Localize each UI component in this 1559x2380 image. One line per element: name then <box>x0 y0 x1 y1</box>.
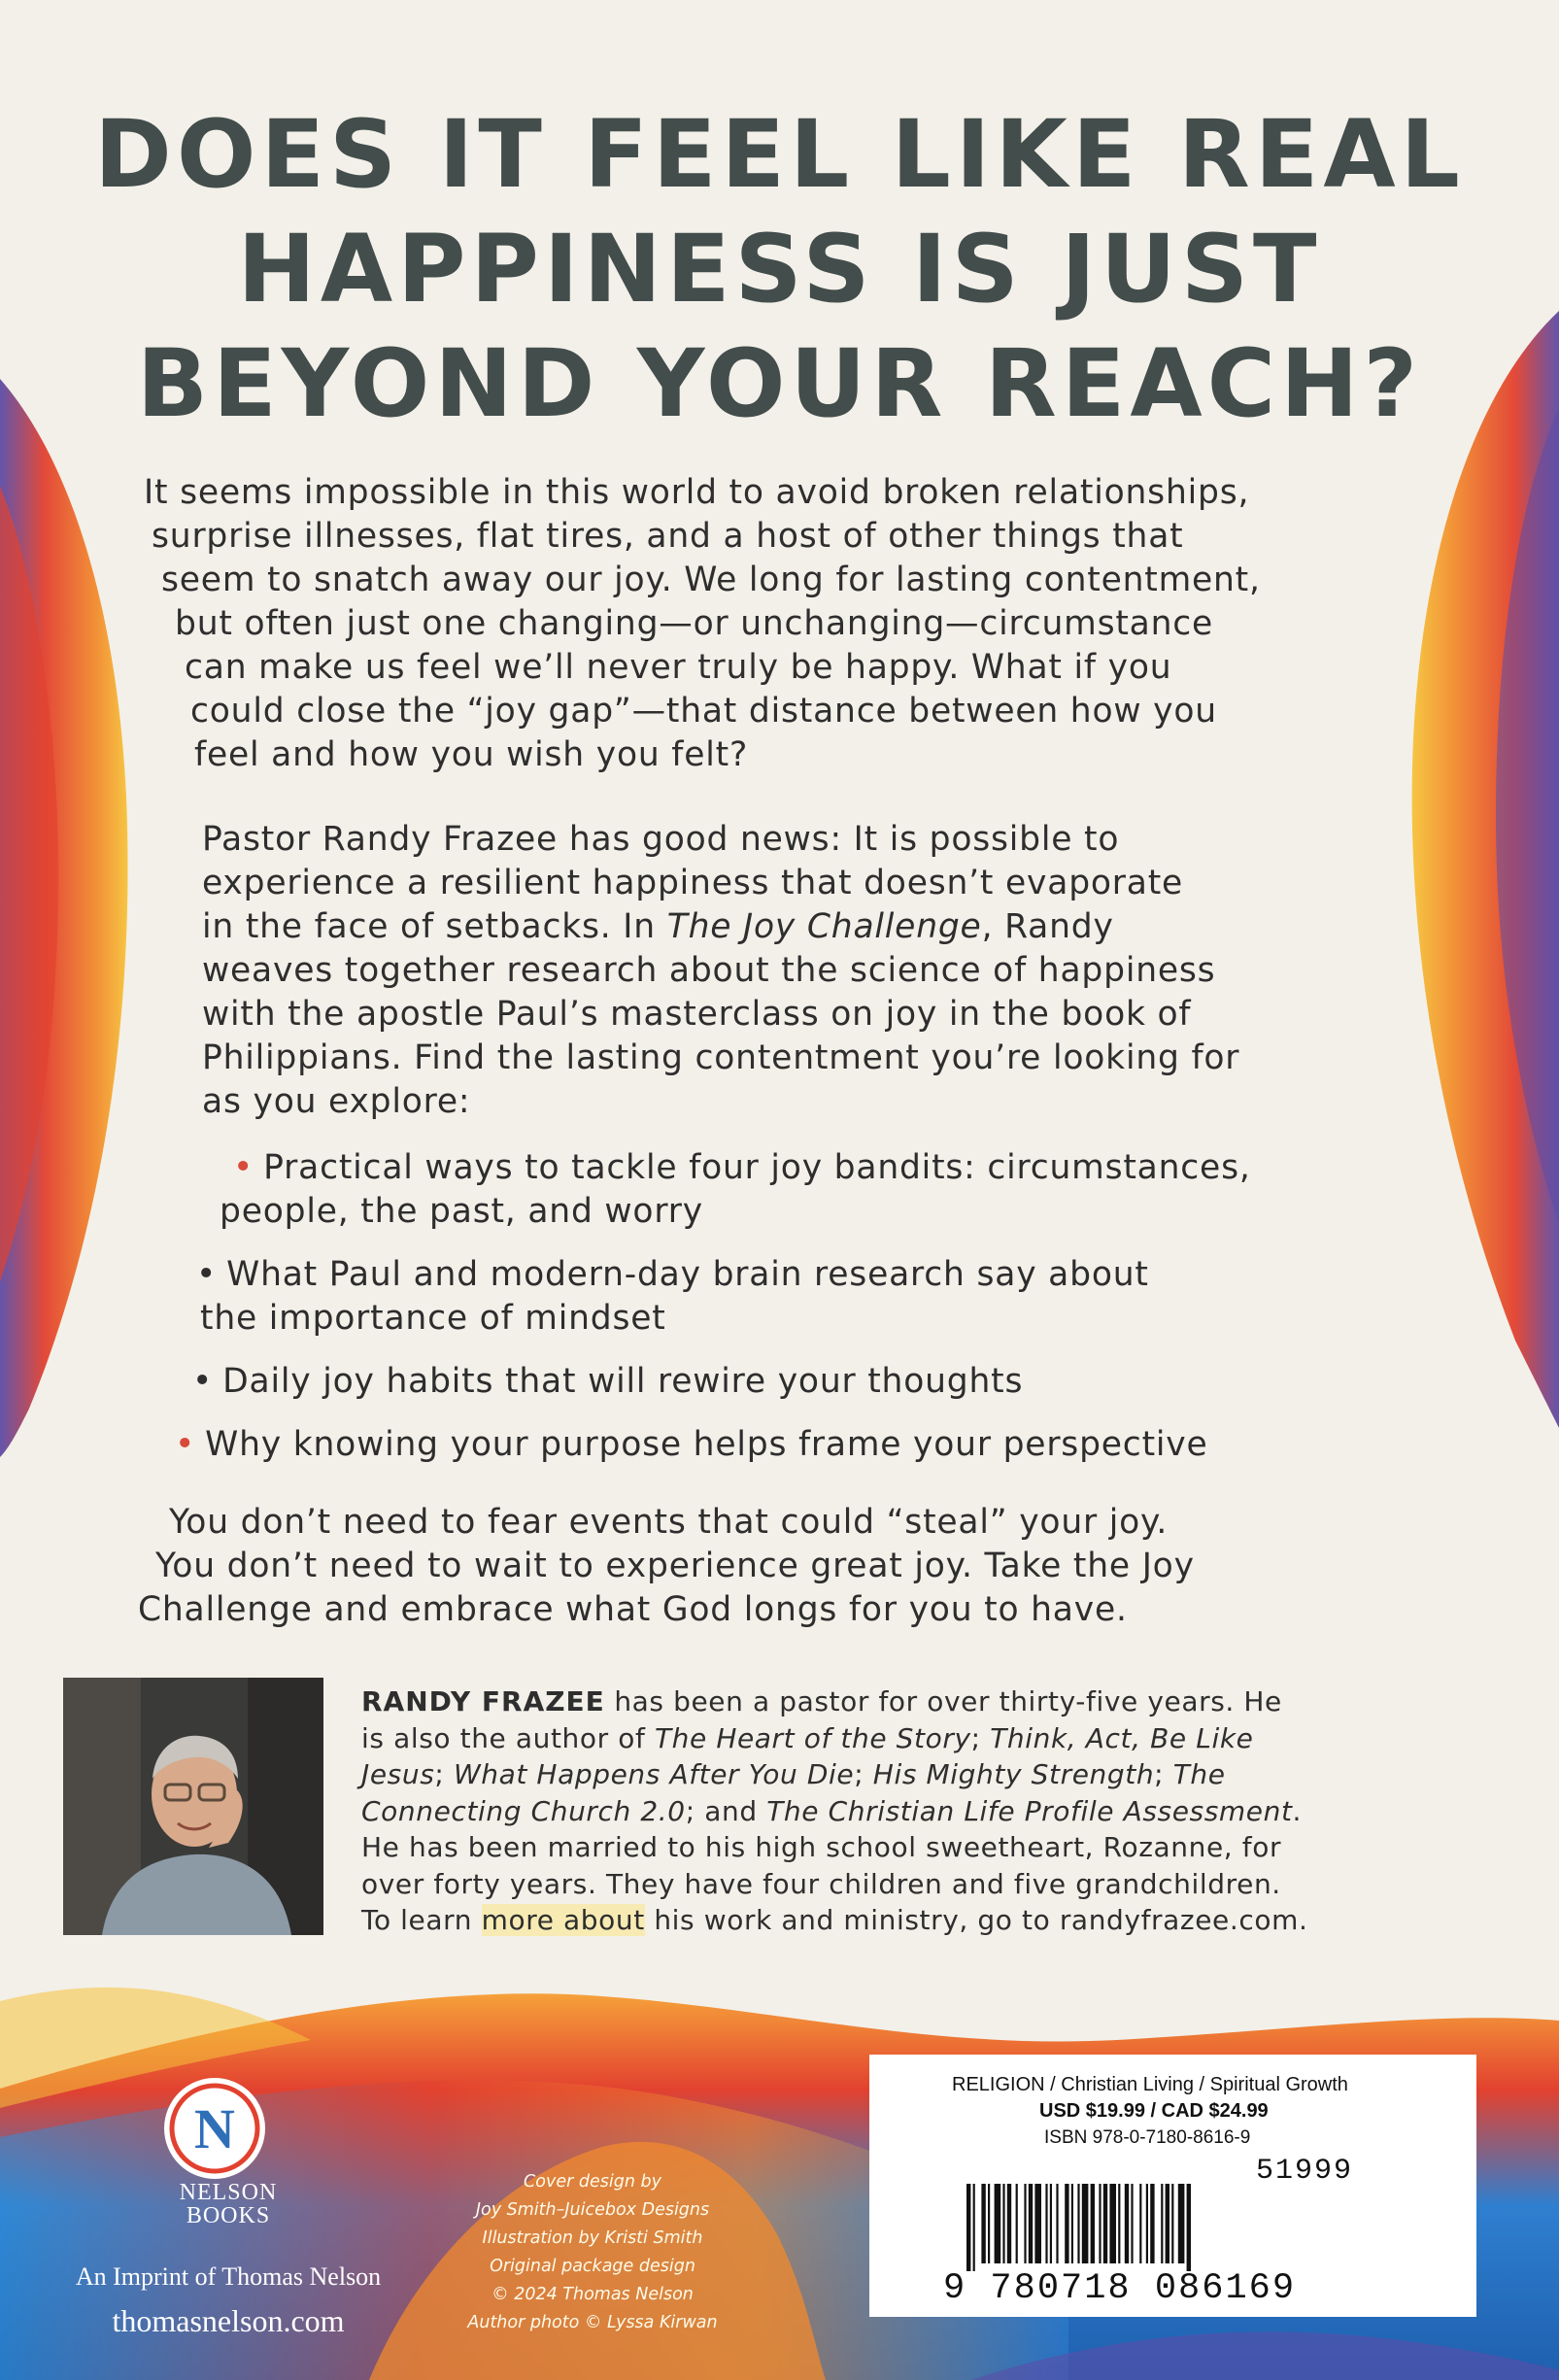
intro-line: surprise illnesses, flat tires, and a host of other things that <box>152 517 1184 556</box>
barcode-bar <box>1118 2184 1120 2263</box>
barcode-bar <box>1024 2184 1026 2263</box>
barcode-digits: 9 780718 086169 <box>943 2268 1297 2309</box>
barcode-bar <box>1150 2184 1154 2263</box>
barcode-bar <box>1099 2184 1101 2263</box>
intro-line: feel and how you wish you felt? <box>194 735 749 774</box>
barcode-bar <box>1103 2184 1107 2263</box>
credit-line: Author photo © Lyssa Kirwan <box>467 2313 718 2332</box>
barcode-bar <box>981 2184 985 2263</box>
intro-line: can make us feel we’ll never truly be happy. What if you <box>185 648 1172 687</box>
bullet-item: • Daily joy habits that will rewire your thoughts <box>192 1362 1024 1401</box>
barcode-bar <box>1007 2184 1011 2263</box>
price-label: USD $19.99 / CAD $24.99 <box>1039 2100 1269 2122</box>
bio-line: He has been married to his high school sweetheart, Rozanne, for <box>361 1831 1282 1863</box>
barcode-bar <box>1091 2184 1095 2263</box>
intro-line: It seems impossible in this world to avoid broken relationships, <box>144 473 1250 512</box>
barcode-bar <box>995 2184 1001 2263</box>
credit-line: Illustration by Kristi Smith <box>482 2228 703 2248</box>
pastor-line: experience a resilient happiness that doesn’t evaporate <box>202 864 1184 902</box>
barcode-bar <box>1187 2184 1191 2271</box>
closing-line: Challenge and embrace what God longs for you to have. <box>138 1590 1128 1629</box>
barcode-box <box>869 2055 1476 2317</box>
barcode-bar <box>1071 2184 1073 2263</box>
bio-line: Connecting Church 2.0; and The Christian Life Profile Assessment. <box>361 1794 1303 1827</box>
barcode-bar <box>1050 2184 1052 2263</box>
svg-text:N: N <box>194 2097 235 2160</box>
pastor-line: with the apostle Paul’s masterclass on joy in the book of <box>202 995 1192 1034</box>
credit-line: Joy Smith–Juicebox Designs <box>475 2200 710 2220</box>
barcode-bar <box>1139 2184 1141 2263</box>
barcode-bar <box>1077 2184 1079 2263</box>
pastor-line: Philippians. Find the lasting contentment you’re looking for <box>202 1038 1240 1077</box>
nelson-books-logo <box>160 2074 269 2183</box>
barcode-bar <box>1131 2184 1133 2263</box>
bullet-dot: • <box>196 1255 218 1294</box>
closing-line: You don’t need to fear events that could “steal” your joy. <box>169 1503 1169 1542</box>
barcode-bar <box>1109 2184 1116 2263</box>
barcode-bar <box>988 2184 990 2263</box>
author-name: RANDY FRAZEE <box>361 1685 605 1717</box>
bio-line: is also the author of The Heart of the Story; Think, Act, Be Like <box>361 1721 1254 1754</box>
credit-line: © 2024 Thomas Nelson <box>491 2285 694 2304</box>
barcode-bar <box>1045 2184 1047 2263</box>
publisher-block <box>58 2181 398 2339</box>
closing-paragraph <box>136 1501 1195 1632</box>
barcode-bar <box>1056 2184 1058 2263</box>
author-photo <box>63 1678 323 1935</box>
bullet-dot: • <box>233 1148 254 1187</box>
bullet-item: • What Paul and modern-day brain research say about the importance of mindset <box>196 1255 1149 1338</box>
headline <box>0 97 1559 441</box>
bullet-list <box>165 1146 1331 1486</box>
publisher-name-line-2: BOOKS <box>186 2203 271 2228</box>
barcode-bar <box>1029 2184 1033 2263</box>
headline-line-3: BEYOND YOUR REACH? <box>136 329 1423 438</box>
bullet-item: • Practical ways to tackle four joy bandits: circumstances, people, the past, and worry <box>220 1148 1251 1231</box>
bullet-dot: • <box>175 1425 196 1464</box>
barcode-bar <box>1065 2184 1068 2263</box>
barcode-bar <box>1002 2184 1004 2263</box>
bullet-dot: • <box>192 1362 214 1401</box>
pastor-line: in the face of setbacks. In The Joy Challenge, Randy <box>202 907 1114 946</box>
author-bio <box>361 1683 1478 1939</box>
bio-line: To learn more about his work and ministry, go to randyfrazee.com. <box>361 1904 1308 1936</box>
pastor-paragraph <box>202 818 1239 1124</box>
bio-line: RANDY FRAZEE has been a pastor for over thirty-five years. He <box>361 1685 1282 1717</box>
price-addon-code: 51999 <box>1256 2155 1354 2188</box>
isbn-label: ISBN 978-0-7180-8616-9 <box>1044 2127 1251 2148</box>
barcode-bar <box>1034 2184 1041 2263</box>
intro-line: could close the “joy gap”—that distance between how you <box>190 692 1217 731</box>
pastor-line: weaves together research about the science of happiness <box>202 951 1216 990</box>
headline-line-1: DOES IT FEEL LIKE REAL <box>94 100 1465 209</box>
barcode-bar <box>966 2184 970 2271</box>
cover-credits <box>427 2168 758 2337</box>
category-label: RELIGION / Christian Living / Spiritual Growth <box>952 2074 1348 2095</box>
intro-line: but often just one changing—or unchanging—circumstance <box>175 604 1214 643</box>
barcode-bar <box>1178 2184 1185 2263</box>
bio-line: Jesus; What Happens After You Die; His Mighty Strength; The <box>361 1758 1226 1790</box>
barcode-bar <box>1082 2184 1089 2263</box>
imprint-text: An Imprint of Thomas Nelson <box>75 2262 382 2291</box>
barcode-bar <box>1016 2184 1018 2263</box>
intro-line: seem to snatch away our joy. We long for lasting contentment, <box>161 561 1261 599</box>
pastor-line: Pastor Randy Frazee has good news: It is possible to <box>202 820 1120 859</box>
book-title: The Joy Challenge <box>666 907 982 946</box>
barcode <box>966 2184 1355 2271</box>
barcode-bar <box>1146 2184 1148 2263</box>
bullet-item: • Why knowing your purpose helps frame your perspective <box>175 1425 1208 1464</box>
barcode-bar <box>973 2184 975 2271</box>
publisher-name-line-1: NELSON <box>179 2180 278 2205</box>
closing-line: You don’t need to wait to experience great joy. Take the Joy <box>155 1547 1195 1585</box>
bio-line: over forty years. They have four children and five grandchildren. <box>361 1867 1281 1900</box>
credit-line: Original package design <box>490 2257 695 2276</box>
headline-line-2: HAPPINESS IS JUST <box>237 215 1322 323</box>
barcode-bar <box>1166 2184 1169 2263</box>
intro-paragraph <box>144 471 1261 777</box>
publisher-website: thomasnelson.com <box>112 2303 345 2338</box>
barcode-bar <box>1161 2184 1163 2263</box>
credit-line: Cover design by <box>524 2172 661 2192</box>
pastor-line: as you explore: <box>202 1082 471 1121</box>
barcode-bar <box>1171 2184 1173 2263</box>
barcode-bar <box>1125 2184 1129 2263</box>
